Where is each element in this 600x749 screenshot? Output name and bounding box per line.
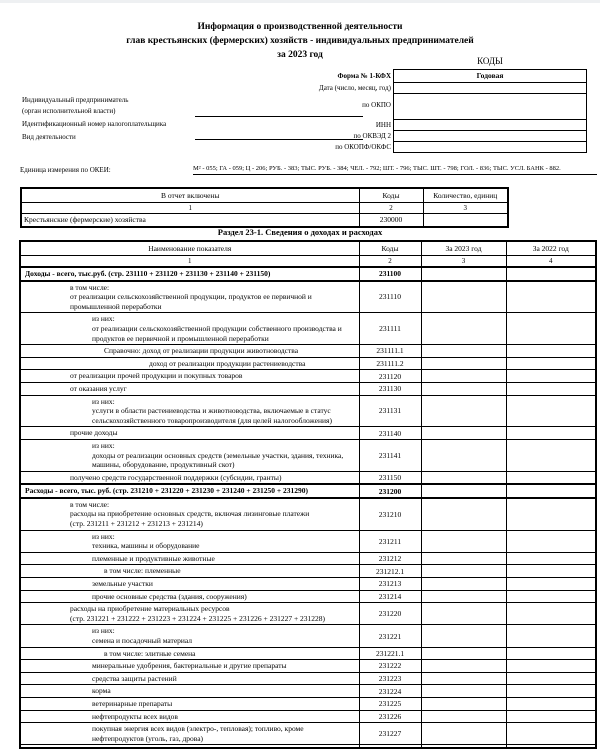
indicator-row	[20, 439, 596, 471]
value-2023-cell	[421, 498, 506, 530]
indicator-row	[20, 710, 596, 723]
indicator-row	[20, 603, 596, 625]
indicator-name-cell	[20, 625, 359, 647]
date-label: Дата (число, месяц, год)	[318, 84, 391, 92]
main-header-2023: За 2023 год	[421, 241, 506, 256]
indicator-text: доход от реализации продукции растениеводства	[149, 358, 306, 368]
activity-type-label: Вид деятельности	[22, 133, 76, 141]
indicator-name-cell	[20, 647, 359, 660]
value-2023-cell	[421, 427, 506, 440]
form-title-line-3: за 2023 год	[277, 50, 323, 60]
value-2022-cell	[506, 565, 596, 578]
farm-type-cell: Крестьянские (фермерские) хозяйства	[21, 214, 359, 227]
main-header-indicator: Наименование показателя	[20, 241, 359, 256]
indicator-code-cell: 231120	[359, 370, 421, 383]
indicator-text: из них:	[92, 396, 115, 406]
indicator-text: от реализации сельскохозяйственной продукции собственного производства и продуктов ее первичной и промышленной переработки	[92, 323, 342, 343]
value-2023-cell	[421, 565, 506, 578]
indicator-row	[20, 672, 596, 685]
value-2023-cell	[421, 578, 506, 591]
indicator-code-cell: 231222	[359, 660, 421, 673]
indicator-row	[20, 498, 596, 530]
value-2023-cell	[421, 382, 506, 395]
indicator-row	[20, 370, 596, 383]
value-2023-cell	[421, 603, 506, 625]
indicator-text: прочие доходы	[70, 428, 118, 438]
okved-label: по ОКВЭД 2	[353, 132, 391, 140]
value-2023-cell	[421, 439, 506, 471]
indicator-code-cell: 231227	[359, 723, 421, 745]
indicator-row	[20, 745, 596, 749]
indicator-code-cell: 231214	[359, 590, 421, 603]
indicator-name-cell	[20, 439, 359, 471]
indicator-name-cell	[20, 685, 359, 698]
income-expense-table-body	[20, 267, 596, 748]
form-title-line-2: глав крестьянских (фермерских) хозяйств - индивидуальных предпринимателей	[126, 36, 474, 46]
codes-box	[393, 69, 587, 153]
form-number-label: Форма № 1-КФХ	[337, 72, 391, 80]
value-2022-cell	[506, 685, 596, 698]
indicator-name-cell	[20, 660, 359, 673]
col-number: 2	[359, 203, 423, 214]
value-2022-cell	[506, 647, 596, 660]
codes-heading: КОДЫ	[477, 56, 503, 66]
indicator-row	[20, 552, 596, 565]
indicator-text: из них:	[92, 626, 115, 636]
indicator-text: услуги в области растениеводства и животноводства, включаемые в статус сельскохозяйственного товаропроизводителя (для целей налогообложения)	[92, 406, 332, 425]
indicator-text: от реализации сельскохозяйственной продукции, продуктов ее первичной и промышленной переработки	[70, 292, 312, 311]
value-2022-cell	[506, 281, 596, 313]
indicator-text: из них:	[92, 440, 115, 450]
includes-header-quantity: Количество, единиц	[423, 188, 508, 203]
indicator-code-cell: 231140	[359, 427, 421, 440]
value-2022-cell	[506, 697, 596, 710]
indicator-code-cell: 231130	[359, 382, 421, 395]
indicator-row	[20, 357, 596, 370]
value-2023-cell	[421, 660, 506, 673]
value-2022-cell	[506, 590, 596, 603]
indicator-text: корма	[92, 686, 111, 696]
value-2023-cell	[421, 357, 506, 370]
main-header-row	[20, 241, 596, 256]
indicator-text: расходы на приобретение основных средств, включая лизинговые платежи	[70, 509, 310, 519]
indicator-text: из них:	[92, 531, 115, 541]
indicator-text: от оказания услуг	[70, 383, 127, 393]
indicator-text: нефтепродукты всех видов	[92, 711, 178, 721]
indicator-name-cell	[20, 395, 359, 427]
indicator-text: в том числе:	[70, 282, 110, 292]
indicator-code-cell: 231212	[359, 552, 421, 565]
value-2023-cell	[421, 590, 506, 603]
value-2023-cell	[421, 471, 506, 484]
indicator-text: получено средств государственной поддержки (субсидии, гранты)	[70, 472, 282, 482]
value-2022-cell	[506, 484, 596, 498]
indicator-code-cell: 231224	[359, 685, 421, 698]
codes-box-value-okved	[394, 131, 586, 142]
col-number: 1	[21, 203, 359, 214]
main-header-2022: За 2022 год	[506, 241, 596, 256]
value-2022-cell	[506, 382, 596, 395]
value-2022-cell	[506, 345, 596, 358]
value-2022-cell	[506, 660, 596, 673]
indicator-name-cell	[20, 603, 359, 625]
indicator-row	[20, 484, 596, 498]
value-2022-cell	[506, 357, 596, 370]
col-number: 2	[359, 256, 421, 268]
indicator-text: племенные и продуктивные животные	[92, 553, 215, 563]
indicator-row	[20, 723, 596, 745]
indicator-row	[20, 565, 596, 578]
value-2022-cell	[506, 723, 596, 745]
indicator-code-cell: 231110	[359, 281, 421, 313]
indicator-name-cell	[20, 281, 359, 313]
indicator-name-cell	[20, 723, 359, 745]
value-2022-cell	[506, 498, 596, 530]
farm-code-cell: 230000	[359, 214, 423, 227]
indicator-name-cell	[20, 498, 359, 530]
indicator-text: расходы на приобретение материальных ресурсов	[70, 604, 230, 614]
value-2023-cell	[421, 530, 506, 552]
indicator-row	[20, 590, 596, 603]
value-2023-cell	[421, 697, 506, 710]
report-includes-table	[20, 187, 509, 228]
value-2022-cell	[506, 745, 596, 749]
indicator-code-cell: 231221.1	[359, 647, 421, 660]
indicator-text: (стр. 231211 + 231212 + 231213 + 231214)	[70, 519, 203, 529]
okopf-label: по ОКОПФ/ОКФС	[335, 143, 391, 151]
value-2022-cell	[506, 672, 596, 685]
value-2022-cell	[506, 603, 596, 625]
indicator-row	[20, 660, 596, 673]
indicator-name-cell	[20, 357, 359, 370]
indicator-code-cell: 231131	[359, 395, 421, 427]
indicator-row	[20, 530, 596, 552]
indicator-code-cell	[359, 745, 421, 749]
includes-data-row	[21, 214, 508, 227]
col-number: 1	[20, 256, 359, 268]
indicator-name-cell	[20, 382, 359, 395]
indicator-code-cell: 231220	[359, 603, 421, 625]
col-number: 3	[423, 203, 508, 214]
value-2023-cell	[421, 267, 506, 281]
indicator-name-cell	[20, 427, 359, 440]
indicator-text: средства защиты растений	[92, 673, 177, 683]
indicator-name-cell	[20, 530, 359, 552]
indicator-code-cell: 231213	[359, 578, 421, 591]
value-2023-cell	[421, 723, 506, 745]
indicator-code-cell: 231223	[359, 672, 421, 685]
indicator-row	[20, 625, 596, 647]
indicator-code-cell: 231200	[359, 484, 421, 498]
value-2023-cell	[421, 672, 506, 685]
indicator-name-cell	[20, 710, 359, 723]
indicator-text: в том числе: элитные семена	[104, 648, 196, 658]
codes-box-value-okopf	[394, 142, 586, 152]
main-header-codes: Коды	[359, 241, 421, 256]
indicator-text: техника, машины и оборудование	[92, 541, 200, 551]
taxpayer-id-label: Идентификационный номер налогоплательщика	[22, 120, 167, 128]
indicator-code-cell: 231111	[359, 313, 421, 345]
indicator-row	[20, 382, 596, 395]
entrepreneur-fill-line	[195, 116, 363, 117]
indicator-name-cell	[20, 672, 359, 685]
page-top-border	[0, 0, 600, 3]
indicator-text: в том числе: племенные	[104, 566, 181, 576]
includes-colnum-row	[21, 203, 508, 214]
entrepreneur-label: Индивидуальный предприниматель	[22, 96, 129, 104]
value-2023-cell	[421, 395, 506, 427]
indicator-row	[20, 313, 596, 345]
value-2022-cell	[506, 471, 596, 484]
entrepreneur-org-label: (орган исполнительной власти)	[22, 107, 116, 115]
codes-box-value-date	[394, 83, 586, 94]
indicator-row	[20, 345, 596, 358]
indicator-code-cell: 231225	[359, 697, 421, 710]
value-2023-cell	[421, 345, 506, 358]
income-expense-table	[19, 240, 597, 749]
codes-box-value-form: Годовая	[394, 70, 586, 83]
value-2023-cell	[421, 313, 506, 345]
indicator-name-cell	[20, 578, 359, 591]
indicator-code-cell: 231221	[359, 625, 421, 647]
activity-fill-line	[195, 139, 363, 140]
indicator-code-cell: 231226	[359, 710, 421, 723]
indicator-name-cell	[20, 370, 359, 383]
value-2022-cell	[506, 370, 596, 383]
okei-units-list: М² - 055; ГА - 059; Ц - 206; РУБ. - 383; ТЫС. РУБ. - 384; ЧЕЛ. - 792; ШТ. - 796; ТЫС. ШТ. - 798; ГОЛ. - 836; ТЫС. УСЛ. БАНК - 882.	[193, 164, 597, 175]
indicator-row	[20, 697, 596, 710]
farm-quantity-cell	[423, 214, 508, 227]
indicator-text: семена и посадочный материал	[92, 636, 193, 645]
indicator-text: (стр. 231221 + 231222 + 231223 + 231224 + 231225 + 231226 + 231227 + 231228)	[70, 613, 326, 623]
indicator-row	[20, 267, 596, 281]
value-2023-cell	[421, 745, 506, 749]
indicator-text: Расходы - всего, тыс. руб. (стр. 231210 + 231220 + 231230 + 231240 + 231250 + 231290)	[25, 486, 309, 496]
indicator-row	[20, 471, 596, 484]
value-2022-cell	[506, 578, 596, 591]
codes-box-value-inn	[394, 120, 586, 131]
indicator-code-cell: 231111.2	[359, 357, 421, 370]
indicator-text: от реализации прочей продукции и покупных товаров	[70, 371, 243, 381]
indicator-code-cell: 231210	[359, 498, 421, 530]
indicator-name-cell	[20, 313, 359, 345]
indicator-text: Доходы - всего, тыс.руб. (стр. 231110 + 231120 + 231130 + 231140 + 231150)	[25, 269, 271, 278]
value-2022-cell	[506, 710, 596, 723]
okpo-label: по ОКПО	[362, 101, 391, 109]
value-2022-cell	[506, 267, 596, 281]
indicator-name-cell	[20, 745, 359, 749]
col-number: 4	[506, 256, 596, 268]
value-2022-cell	[506, 552, 596, 565]
indicator-name-cell	[20, 484, 359, 498]
indicator-code-cell: 231211	[359, 530, 421, 552]
indicator-text: прочие основные средства (здания, сооружения)	[92, 591, 247, 601]
form-title-line-1: Информация о производственной деятельности	[197, 22, 403, 32]
includes-header-row	[21, 188, 508, 203]
indicator-text: в том числе:	[70, 499, 110, 509]
col-number: 3	[421, 256, 506, 268]
indicator-text: из них:	[92, 314, 115, 324]
indicator-text: покупная энергия всех видов (электро-, тепловая); топливо, кроме нефтепродуктов (уголь, газ, дрова)	[92, 724, 304, 743]
okei-units-label: Единица измерения по ОКЕИ:	[20, 166, 111, 174]
value-2023-cell	[421, 281, 506, 313]
indicator-name-cell	[20, 697, 359, 710]
indicator-name-cell	[20, 552, 359, 565]
codes-box-value-okpo	[394, 94, 586, 120]
indicator-code-cell: 231141	[359, 439, 421, 471]
indicator-row	[20, 395, 596, 427]
indicator-code-cell: 231100	[359, 267, 421, 281]
indicator-name-cell	[20, 267, 359, 281]
value-2023-cell	[421, 685, 506, 698]
indicator-row	[20, 685, 596, 698]
value-2022-cell	[506, 395, 596, 427]
value-2023-cell	[421, 370, 506, 383]
value-2022-cell	[506, 313, 596, 345]
indicator-name-cell	[20, 345, 359, 358]
value-2023-cell	[421, 552, 506, 565]
indicator-row	[20, 647, 596, 660]
section-title: Раздел 23-1. Сведения о доходах и расходах	[217, 227, 383, 237]
indicator-name-cell	[20, 565, 359, 578]
value-2023-cell	[421, 710, 506, 723]
value-2022-cell	[506, 625, 596, 647]
indicator-code-cell: 231150	[359, 471, 421, 484]
indicator-row	[20, 427, 596, 440]
indicator-text: Справочно: доход от реализации продукции животноводства	[104, 346, 299, 356]
indicator-code-cell: 231212.1	[359, 565, 421, 578]
main-colnum-row	[20, 256, 596, 268]
value-2022-cell	[506, 427, 596, 440]
value-2022-cell	[506, 439, 596, 471]
indicator-text: земельные участки	[92, 579, 153, 589]
indicator-row	[20, 578, 596, 591]
value-2023-cell	[421, 484, 506, 498]
value-2023-cell	[421, 647, 506, 660]
indicator-text: минеральные удобрения, бактериальные и другие препараты	[92, 661, 287, 671]
value-2023-cell	[421, 625, 506, 647]
value-2022-cell	[506, 530, 596, 552]
indicator-row	[20, 281, 596, 313]
indicator-text: ветеринарные препараты	[92, 698, 173, 708]
indicator-name-cell	[20, 590, 359, 603]
includes-header-codes: Коды	[359, 188, 423, 203]
inn-label: ИНН	[375, 121, 391, 129]
indicator-text: доходы от реализации основных средств (земельные участки, здания, техника, машины, оборудование, продуктивный скот)	[92, 450, 344, 470]
includes-header-name: В отчет включены	[21, 188, 359, 203]
indicator-name-cell	[20, 471, 359, 484]
indicator-code-cell: 231111.1	[359, 345, 421, 358]
